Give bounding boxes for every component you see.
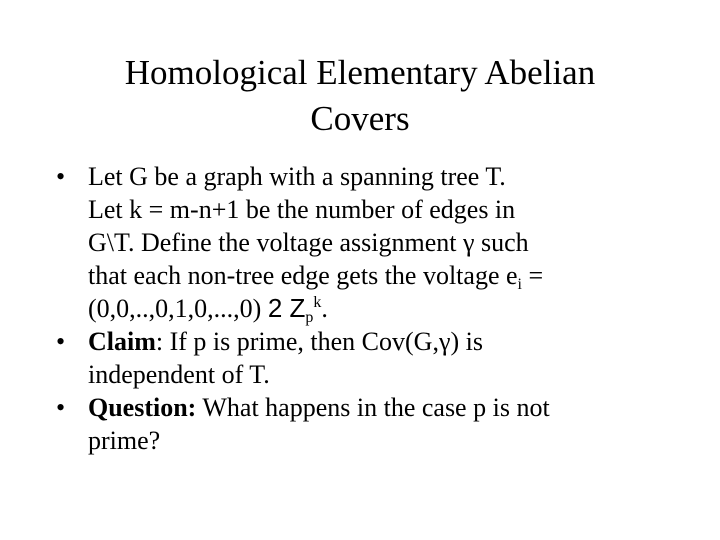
slide-title-line-1: Homological Elementary Abelian (124, 53, 596, 92)
text-segment: G\T. Define the voltage assignment (88, 228, 463, 257)
bullet-icon: • (56, 162, 66, 191)
bullet-definition-line-2: Let k = m-n+1 be the number of edges in (88, 195, 516, 224)
text-segment: that each non-tree edge gets the voltage e (88, 261, 518, 290)
text-segment: = (521, 261, 544, 290)
bullet-claim-line-1 (88, 325, 668, 358)
bullet-icon: • (56, 393, 66, 422)
gamma-symbol: γ (438, 327, 451, 356)
gamma-symbol: γ (462, 228, 475, 257)
bullet-claim-line-2: independent of T. (88, 360, 270, 389)
bullet-question-line-2: prime? (88, 426, 161, 455)
superscript-k: k (313, 294, 322, 311)
bullet-definition (0, 160, 668, 325)
text-segment: What happens in the case p is not (196, 393, 550, 422)
text-segment: : If p is prime, then Cov(G, (155, 327, 439, 356)
slide-title (40, 50, 680, 142)
bullet-definition-line-1: Let G be a graph with a spanning tree T. (88, 162, 506, 191)
bullet-definition-line-5 (88, 292, 668, 325)
text-segment: . (321, 294, 328, 323)
bullet-definition-line-3 (88, 226, 668, 259)
bullet-list (0, 160, 720, 457)
claim-label: Claim (88, 327, 156, 356)
text-segment: ) is (450, 327, 483, 356)
question-label: Question: (88, 393, 197, 422)
element-of-z-symbol: 2 Z (267, 293, 306, 323)
bullet-claim (0, 325, 668, 391)
bullet-question-line-1 (88, 391, 668, 424)
bullet-icon: • (56, 327, 66, 356)
slide-title-line-2: Covers (310, 99, 410, 138)
bullet-definition-line-4 (88, 259, 668, 292)
text-segment: such (474, 228, 529, 257)
text-segment: (0,0,..,0,1,0,...,0) (88, 294, 268, 323)
subscript-p: p (305, 309, 314, 326)
bullet-question (0, 391, 668, 457)
subscript-i: i (517, 276, 522, 293)
